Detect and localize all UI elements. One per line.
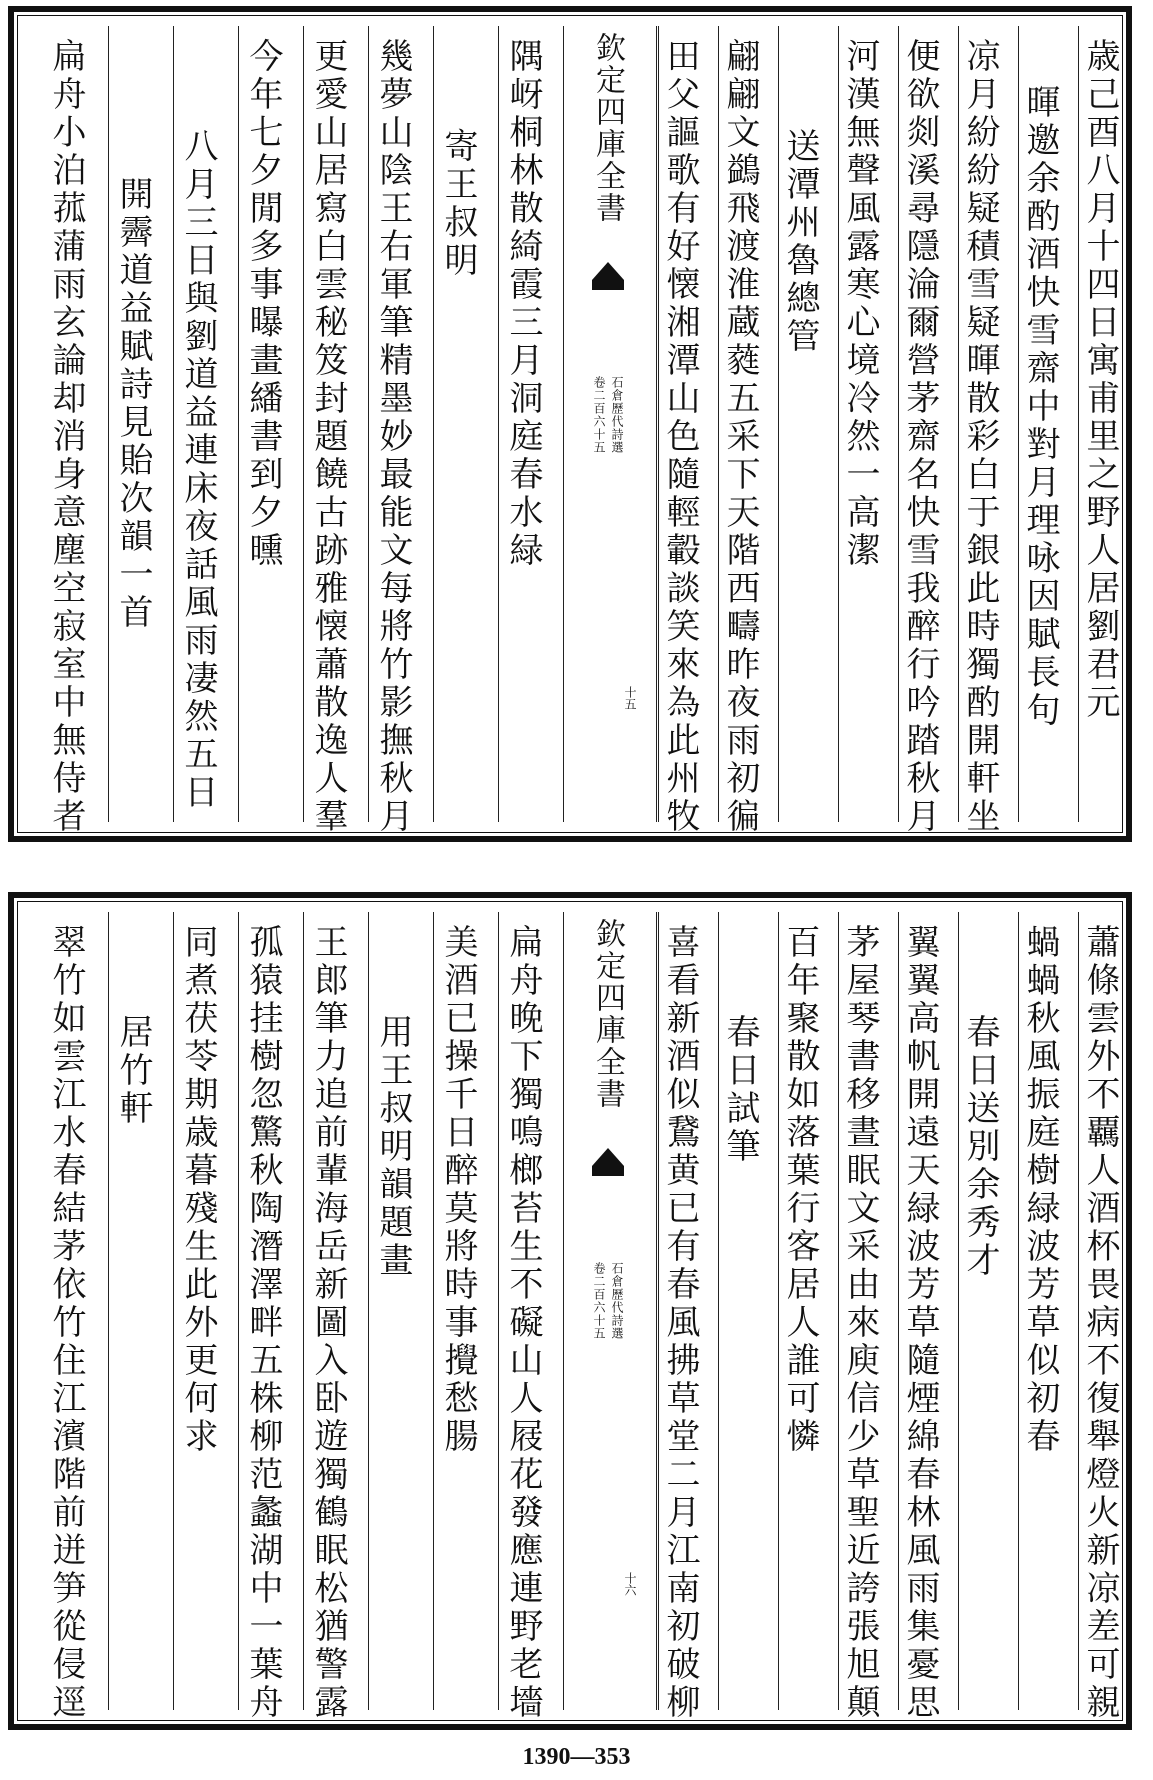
text-column: 王郎筆力追前輩海岳新圖入卧遊獨鶴眠松猶警露: [308, 924, 348, 1722]
column-divider: [433, 26, 434, 822]
text-column: 春日送別余秀才: [960, 1014, 1000, 1280]
column-divider: [1078, 912, 1079, 1710]
text-column: 凉月紛紛疑積雪疑暉散彩白于銀此時獨酌開軒坐: [960, 38, 1000, 836]
column-divider: [1018, 912, 1019, 1710]
column-divider: [303, 26, 304, 822]
bottom-page-inner-frame: [17, 901, 1123, 1721]
text-column: 便欲剡溪尋隱淪爾營茅齋名快雪我醉行吟踏秋月: [900, 38, 940, 836]
column-divider: [173, 912, 174, 1710]
column-divider: [433, 912, 434, 1710]
text-column: 河漢無聲風露寒心境冷然一高潔: [840, 38, 880, 570]
center-fold: [563, 912, 657, 1710]
column-divider: [778, 912, 779, 1710]
text-column: 今年七夕閒多事曝畫繙書到夕曛: [243, 38, 283, 570]
center-volume: 卷二百六十五: [592, 1262, 606, 1340]
column-divider: [498, 912, 499, 1710]
column-divider: [958, 26, 959, 822]
text-column: 蝸蝸秋風振庭樹緑波芳草似初春: [1020, 924, 1060, 1456]
text-column: 孤猿挂樹忽驚秋陶潛澤畔五株柳范蠡湖中一葉舟: [243, 924, 283, 1722]
fish-tail-bar: [592, 1166, 624, 1176]
column-divider: [368, 912, 369, 1710]
fish-tail-mark: [592, 1148, 624, 1166]
text-column: 隅岈桐林散綺霞三月洞庭春水緑: [503, 38, 543, 570]
text-column: 暉邀余酌酒快雪齋中對月理咏因賦長句: [1020, 84, 1060, 730]
center-title: 欽定四庫全書: [590, 32, 625, 224]
text-column: 喜看新酒似鵞黄已有春風拂草堂二月江南初破柳: [660, 924, 700, 1722]
column-divider: [238, 912, 239, 1710]
column-divider: [238, 26, 239, 822]
text-column: 用王叔明韻題畫: [373, 1014, 413, 1280]
center-book-title: 石倉歷代詩選: [610, 1262, 624, 1340]
text-column: 翠竹如雲江水春結茅依竹住江濱階前迸笋從侵逕: [46, 924, 86, 1722]
text-column: 茅屋琴書移晝眠文采由來庾信少草聖近誇張旭顛: [840, 924, 880, 1722]
column-divider: [303, 912, 304, 1710]
text-column: 美酒已操千日醉莫將時事攪愁腸: [438, 924, 478, 1456]
column-divider: [898, 912, 899, 1710]
column-divider: [173, 26, 174, 822]
top-page: [8, 6, 1132, 842]
text-column: 寄王叔明: [438, 128, 478, 280]
text-column: 蕭條雲外不覊人酒杯畏病不復舉燈火新凉差可親: [1080, 924, 1120, 1722]
text-column: 八月三日與劉道益連床夜話風雨凄然五日: [178, 128, 218, 812]
center-page-number: 十五: [623, 686, 637, 710]
fish-tail-mark: [592, 262, 624, 280]
text-column: 扁舟晚下獨鳴榔苔生不礙山人屐花發應連野老墻: [503, 924, 543, 1722]
column-divider: [368, 26, 369, 822]
text-column: 百年聚散如落葉行客居人誰可憐: [780, 924, 820, 1456]
fish-tail-bar: [592, 280, 624, 290]
center-page-number: 十六: [623, 1572, 637, 1596]
column-divider: [498, 26, 499, 822]
center-fold: [563, 26, 657, 822]
column-divider: [658, 912, 659, 1710]
column-divider: [1018, 26, 1019, 822]
center-book-title: 石倉歷代詩選: [610, 376, 624, 454]
center-title: 欽定四庫全書: [590, 918, 625, 1110]
column-divider: [778, 26, 779, 822]
column-divider: [718, 26, 719, 822]
column-divider: [838, 912, 839, 1710]
column-divider: [898, 26, 899, 822]
bottom-page: [8, 892, 1132, 1730]
text-column: 扁舟小泊菰蒲雨玄論却消身意塵空寂室中無侍者: [46, 38, 86, 836]
column-divider: [838, 26, 839, 822]
column-divider: [718, 912, 719, 1710]
column-divider: [1078, 26, 1079, 822]
text-column: 居竹軒: [113, 1014, 153, 1128]
text-column: 翩翩文鷁飛渡淮蔵蕤五采下天階西疇昨夜雨初徧: [720, 38, 760, 836]
text-column: 送潭州魯總管: [780, 128, 820, 356]
column-divider: [108, 912, 109, 1710]
text-column: 幾夢山陰王右軍筆精墨妙最能文每將竹影撫秋月: [373, 38, 413, 836]
text-column: 更愛山居寫白雲秘笈封題饒古跡雅懐蕭散逸人羣: [308, 38, 348, 836]
column-divider: [658, 26, 659, 822]
text-column: 開霽道益賦詩見貽次韻一首: [113, 176, 153, 632]
center-volume: 卷二百六十五: [592, 376, 606, 454]
text-column: 歳己酉八月十四日寓甫里之野人居劉君元: [1080, 38, 1120, 722]
text-column: 同煮茯苓期歳暮殘生此外更何求: [178, 924, 218, 1456]
column-divider: [958, 912, 959, 1710]
text-column: 翼翼高帆開遠天緑波芳草隨煙綿春林風雨集憂思: [900, 924, 940, 1722]
page-footer-number: 1390—353: [522, 1744, 631, 1770]
text-column: 田父謳歌有好懐湘潭山色隨輕轂談笑來為此州牧: [660, 38, 700, 836]
text-column: 春日試筆: [720, 1014, 760, 1166]
top-page-inner-frame: [17, 15, 1123, 836]
column-divider: [108, 26, 109, 822]
